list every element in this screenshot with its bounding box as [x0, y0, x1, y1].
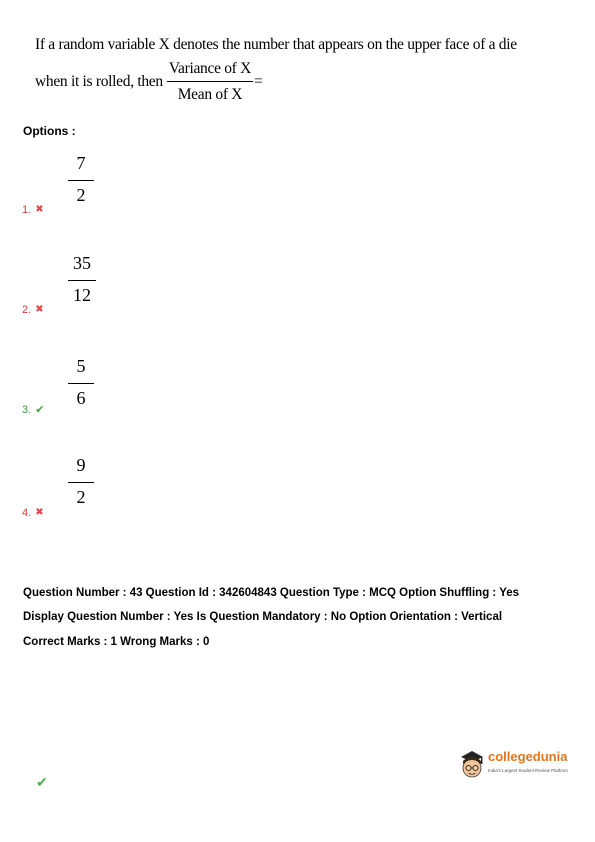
option-3-number: 3. [22, 404, 32, 416]
option-2[interactable] [22, 304, 44, 316]
question-text-line1: If a random variable X denotes the number that appears on the upper face of a die [35, 36, 517, 53]
option-2-denominator: 12 [73, 285, 91, 305]
fraction-bar [68, 280, 96, 281]
question-meta-line3: Correct Marks : 1 Wrong Marks : 0 [23, 636, 210, 648]
option-3-fraction [68, 356, 94, 409]
options-heading: Options : [23, 124, 76, 138]
mascot-icon [458, 748, 486, 782]
cross-icon: ✖ [35, 507, 44, 518]
option-2-number: 2. [22, 304, 32, 316]
fraction-denominator: Mean of X [177, 86, 243, 103]
option-3[interactable] [22, 404, 44, 416]
logo-wordmark: collegedunia [488, 749, 568, 764]
option-4-number: 4. [22, 507, 32, 519]
option-4-denominator: 2 [76, 487, 86, 507]
collegedunia-logo [458, 748, 578, 782]
question-prefix: when it is rolled, then [35, 73, 163, 90]
fraction-bar [68, 482, 94, 483]
cross-icon: ✖ [35, 204, 44, 215]
option-1-denominator: 2 [76, 185, 86, 205]
option-1-number: 1. [22, 204, 32, 216]
option-2-fraction [68, 253, 96, 306]
option-1-numerator: 7 [76, 153, 86, 173]
fraction-bar [68, 180, 94, 181]
option-2-numerator: 35 [73, 253, 91, 273]
question-meta-line2: Display Question Number : Yes Is Question Mandatory : No Option Orientation : Vertical [23, 611, 503, 623]
question-fraction [167, 60, 253, 104]
fraction-bar [68, 383, 94, 384]
option-4[interactable] [22, 507, 44, 519]
question-text-line2 [35, 60, 262, 104]
check-icon: ✔ [35, 404, 45, 416]
option-4-fraction [68, 455, 94, 508]
equals-sign: = [254, 73, 263, 90]
option-3-denominator: 6 [76, 388, 86, 408]
logo-tagline: India's Largest Student Review Platform [488, 768, 568, 773]
option-3-numerator: 5 [76, 356, 86, 376]
question-meta-line1: Question Number : 43 Question Id : 342604843 Question Type : MCQ Option Shuffling : Yes [23, 587, 520, 599]
check-icon: ✔ [36, 774, 48, 790]
option-4-numerator: 9 [76, 455, 86, 475]
fraction-numerator: Variance of X [167, 60, 253, 82]
cross-icon: ✖ [35, 304, 44, 315]
option-1-fraction [68, 153, 94, 206]
option-1[interactable] [22, 204, 44, 216]
